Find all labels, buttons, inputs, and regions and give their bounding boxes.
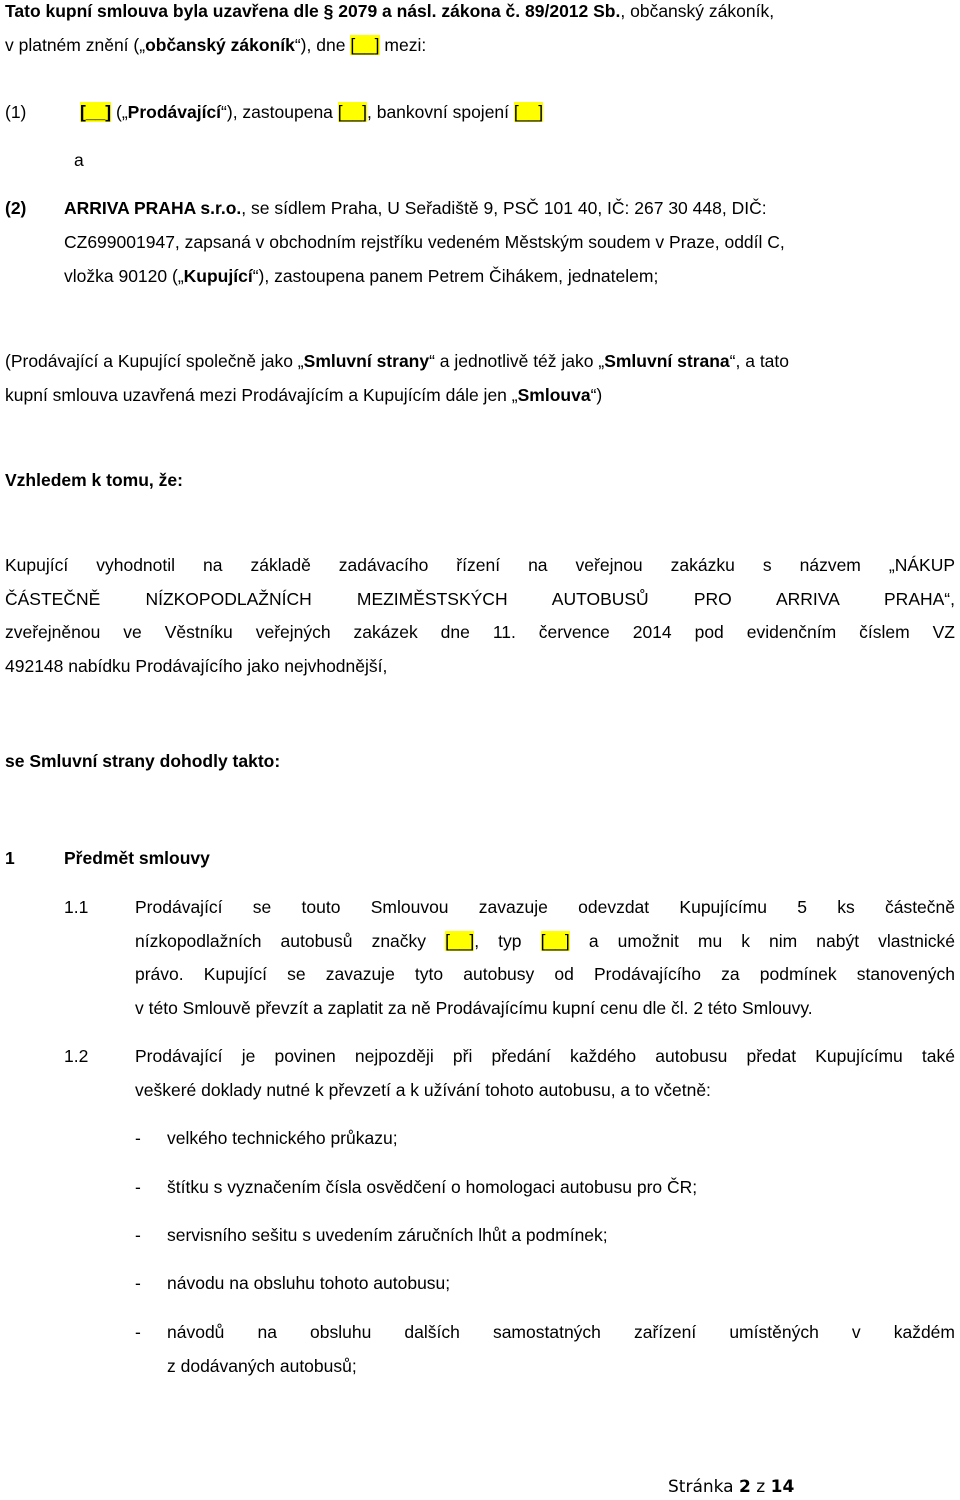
date-blank: [__]	[350, 35, 380, 55]
parties-note-line-2: kupní smlouva uzavřená mezi Prodávajícím a Kupujícím dále jen „Smlouva“)	[5, 385, 603, 405]
whereas-line-4: 492148 nabídku Prodávajícího jako nejvhodnější,	[5, 656, 388, 676]
section-1-number: 1	[5, 848, 15, 868]
parties-note-line-1: (Prodávající a Kupující společně jako „Smluvní strany“ a jednotlivě též jako „Smluvní strana“, a tato	[5, 351, 790, 371]
whereas-line-1: Kupující vyhodnotil na základě zadávacího řízení na veřejnou zakázku s názvem „NÁKUP	[5, 555, 955, 575]
party-2-number: (2)	[5, 198, 27, 218]
and-word: a	[74, 150, 84, 170]
section-1-title: Předmět smlouvy	[64, 848, 210, 868]
buyer-name: ARRIVA PRAHA s.r.o.	[64, 198, 242, 218]
whereas-line-3: zveřejněnou ve Věstníku veřejných zakázek dne 11. července 2014 pod evidenčním číslem VZ	[5, 622, 955, 642]
party-2-line-2: CZ699001947, zapsaná v obchodním rejstříku vedeném Městským soudem v Praze, oddíl C,	[64, 232, 785, 252]
intro-line-1: Tato kupní smlouva byla uzavřena dle § 2079 a násl. zákona č. 89/2012 Sb., občanský zákoník,	[5, 1, 775, 21]
clause-1-1-number: 1.1	[64, 897, 89, 917]
current-page: 2	[739, 1477, 751, 1497]
representative-blank: [__]	[337, 102, 367, 122]
type-blank: [__]	[540, 931, 570, 951]
agreed-heading: se Smluvní strany dohodly takto:	[5, 751, 281, 771]
party-1-number: (1)	[5, 102, 27, 122]
brand-blank: [__]	[445, 931, 475, 951]
total-pages: 14	[770, 1477, 795, 1497]
party-2-line-3: vložka 90120 („Kupující“), zastoupena panem Petrem Čihákem, jednatelem;	[64, 266, 659, 286]
clause-1-2-number: 1.2	[64, 1046, 89, 1066]
party-1-text: [__] („Prodávající“), zastoupena [__], bankovní spojení [__]	[80, 102, 544, 122]
intro-line-2: v platném znění („občanský zákoník“), dne [__] mezi:	[5, 35, 427, 55]
whereas-line-2: ČÁSTEČNĚ NÍZKOPODLAŽNÍCH MEZIMĚSTSKÝCH AUTOBUSŮ PRO ARRIVA PRAHA“,	[5, 589, 955, 609]
whereas-heading: Vzhledem k tomu, že:	[5, 470, 183, 490]
seller-name-blank: [__]	[80, 102, 112, 122]
page-footer: Stránka 2 z 14	[668, 1477, 795, 1497]
bank-blank: [__]	[513, 102, 544, 122]
